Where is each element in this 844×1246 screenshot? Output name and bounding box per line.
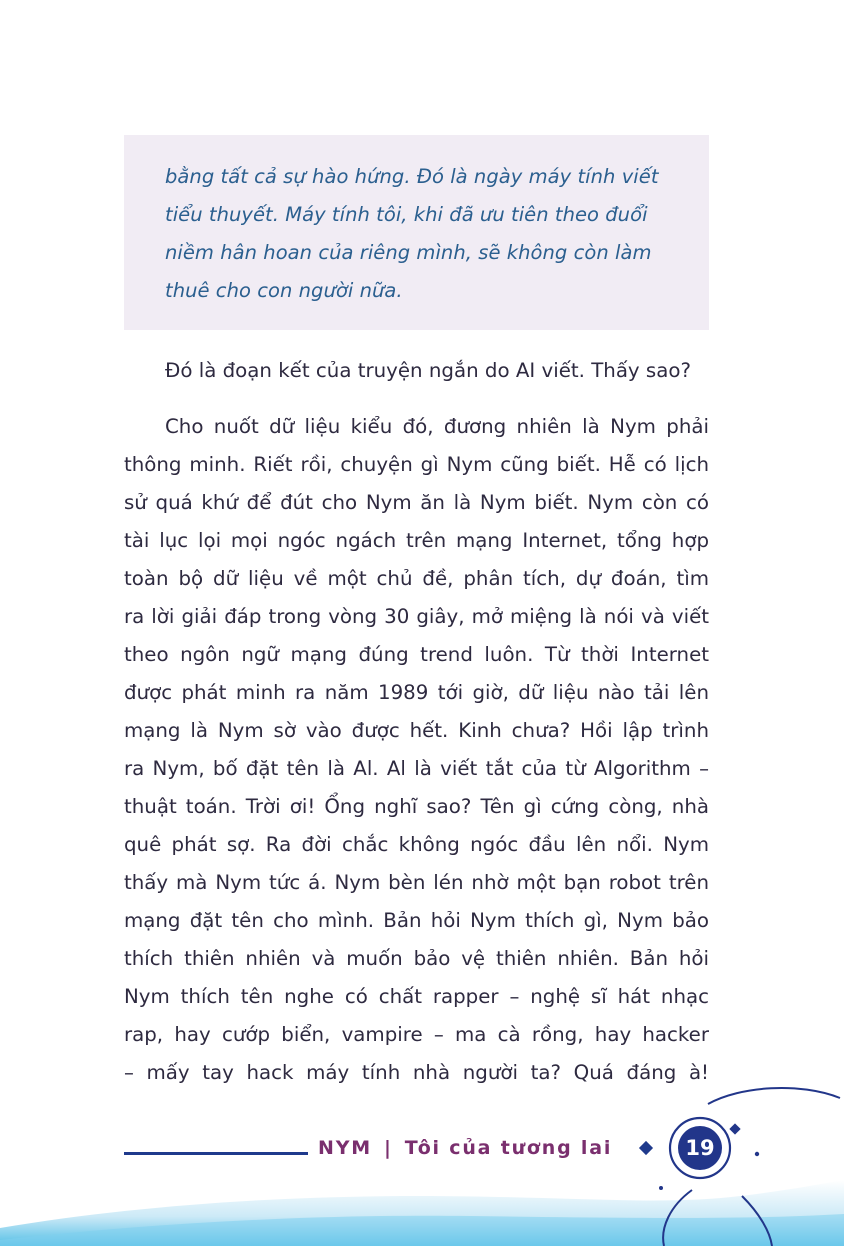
footer-separator: | bbox=[383, 1137, 393, 1159]
paragraph-line: tài lục lọi mọi ngóc ngách trên mạng Internet, tổng hợp bbox=[124, 529, 709, 552]
paragraph-line: thuật toán. Trời ơi! Ổng nghĩ sao? Tên gì cứng còng, nhà bbox=[124, 795, 709, 818]
quote-line: tiểu thuyết. Máy tính tôi, khi đã ưu tiên theo đuổi bbox=[165, 203, 648, 226]
paragraph-line: thích thiên nhiên và muốn bảo vệ thiên nhiên. Bản hỏi bbox=[124, 947, 709, 970]
paragraph-line: ra lời giải đáp trong vòng 30 giây, mở miệng là nói và viết bbox=[124, 605, 709, 628]
paragraph-line: thông minh. Riết rồi, chuyện gì Nym cũng biết. Hễ có lịch bbox=[124, 453, 709, 476]
paragraph-line: sử quá khứ để đút cho Nym ăn là Nym biết. Nym còn có bbox=[124, 491, 709, 514]
book-subtitle: Tôi của tương lai bbox=[404, 1137, 613, 1159]
paragraph-line: Nym thích tên nghe có chất rapper – nghệ sĩ hát nhạc bbox=[124, 985, 709, 1008]
quote-line: niềm hân hoan của riêng mình, sẽ không còn làm bbox=[165, 241, 652, 264]
quote-line: bằng tất cả sự hào hứng. Đó là ngày máy tính viết bbox=[165, 165, 659, 188]
paragraph-line: ra Nym, bố đặt tên là Al. Al là viết tắt của từ Algorithm – bbox=[124, 757, 709, 780]
paragraph-line: theo ngôn ngữ mạng đúng trend luôn. Từ thời Internet bbox=[124, 643, 709, 666]
paragraph-line: mạng đặt tên cho mình. Bản hỏi Nym thích gì, Nym bảo bbox=[124, 909, 709, 932]
paragraph-line: toàn bộ dữ liệu về một chủ đề, phân tích, dự đoán, tìm bbox=[124, 567, 709, 590]
paragraph-line: Đó là đoạn kết của truyện ngắn do AI viết. Thấy sao? bbox=[165, 359, 691, 382]
paragraph-line: mạng là Nym sờ vào được hết. Kinh chưa? Hồi lập trình bbox=[124, 719, 709, 742]
page-number: 19 bbox=[678, 1126, 722, 1170]
quote-line: thuê cho con người nữa. bbox=[165, 279, 403, 302]
paragraph-line: Cho nuốt dữ liệu kiểu đó, đương nhiên là Nym phải bbox=[165, 415, 709, 438]
paragraph-line: quê phát sợ. Ra đời chắc không ngóc đầu lên nổi. Nym bbox=[124, 833, 709, 856]
paragraph-line: được phát minh ra năm 1989 tới giờ, dữ liệu nào tải lên bbox=[124, 681, 709, 704]
book-title: NYM bbox=[318, 1137, 372, 1159]
paragraph-line: – mấy tay hack máy tính nhà người ta? Quá đáng à! bbox=[124, 1061, 709, 1084]
paragraph-line: thấy mà Nym tức á. Nym bèn lén nhờ một bạn robot trên bbox=[124, 871, 709, 894]
paragraph-line: rap, hay cướp biển, vampire – ma cà rồng, hay hacker bbox=[124, 1023, 709, 1046]
